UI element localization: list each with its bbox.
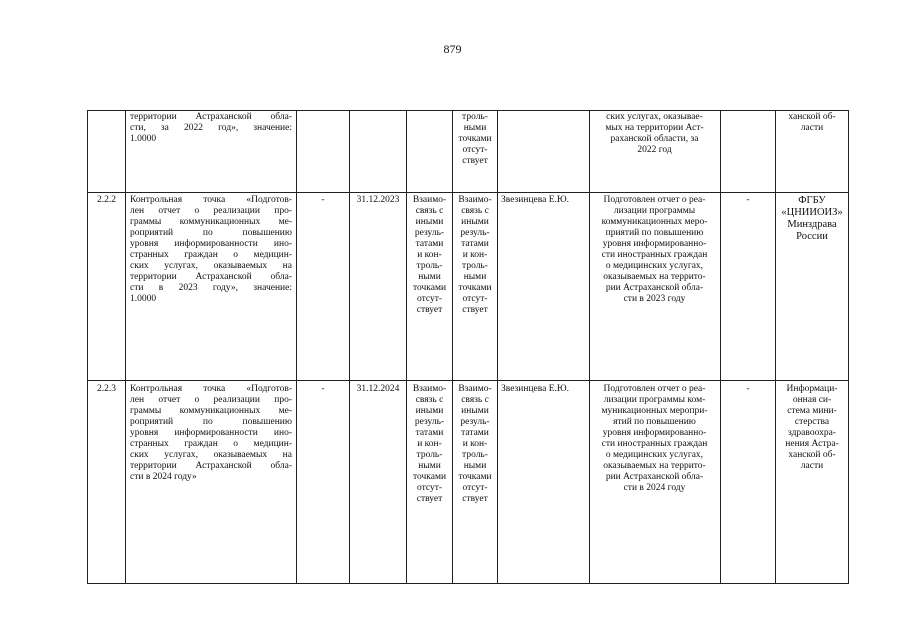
row0-relation-b: троль- ными точками отсут- ствует [458, 112, 492, 166]
row1-relation-a: Взаимо- связь с иными резуль- татами и кон- троль- ными точками отсут- ствует [412, 195, 447, 315]
row2-dash-a: - [321, 384, 325, 394]
row2-relation-b: Взаимо- связь с иными резуль- татами и кон- троль- ными точками отсут- ствует [458, 384, 492, 504]
row1-organization: ФГБУ «ЦНИИОИЗ» Минздрава России [781, 195, 843, 242]
row1-number: 2.2.2 [97, 195, 116, 205]
row2-number: 2.2.3 [97, 384, 116, 394]
row1-relation-b: Взаимо- связь с иными резуль- татами и кон- троль- ными точками отсут- ствует [458, 195, 492, 315]
row2-result: Подготовлен отчет о реа- лизации программы ком- муникационных меропри- ятий по повышению уровня информированно- сти иностранных граждан о медицинских услугах, оказываемых на террито- рии Астраханской обла- сти в 2024 году [601, 384, 708, 493]
row2-relation-a: Взаимо- связь с иными резуль- татами и кон- троль- ными точками отсут- ствует [412, 384, 447, 504]
row2-organization: Информаци- онная си- стема мини- стерства здравоохра- нения Астра- ханской об- ласти [785, 384, 839, 471]
row1-date: 31.12.2023 [356, 195, 400, 205]
row2-description: Контрольная точка «Подготов- лен отчет о реализации про- граммы коммуникационных ме- роприятий по повышению уровня информированности ино- странных граждан о медицин- ских услугах, оказываемых на территории Астраханской обла- сти в 2024 году» [130, 384, 292, 482]
row0-description: территории Астраханской обла- сти, за 2022 год», значение: 1.0000 [130, 112, 292, 144]
row1-description: Контрольная точка «Подготов- лен отчет о реализации про- граммы коммуникационных ме- роприятий по повышению уровня информированности ино- странных граждан о медицин- ских услугах, оказываемых на территории Астраханской обла- сти в 2023 году», значение: 1.0000 [130, 195, 292, 304]
row2-dash-b: - [746, 384, 750, 394]
row1-dash-a: - [321, 195, 325, 205]
row1-responsible: Звезинцева Е.Ю. [501, 195, 570, 205]
row0-result: ских услугах, оказывае- мых на территории Аст- раханской области, за 2022 год [605, 112, 704, 155]
row2-date: 31.12.2024 [356, 384, 400, 394]
page-number: 879 [443, 42, 462, 56]
row1-dash-b: - [746, 195, 750, 205]
row0-organization: ханской об- ласти [788, 112, 836, 133]
row1-result: Подготовлен отчет о реа- лизации программы коммуникационных меро- приятий по повышению уровня информированно- сти иностранных граждан о медицинских услугах, оказываемых на террито- рии Астраханской обла- сти в 2023 году [601, 195, 708, 304]
row2-responsible: Звезинцева Е.Ю. [501, 384, 570, 394]
